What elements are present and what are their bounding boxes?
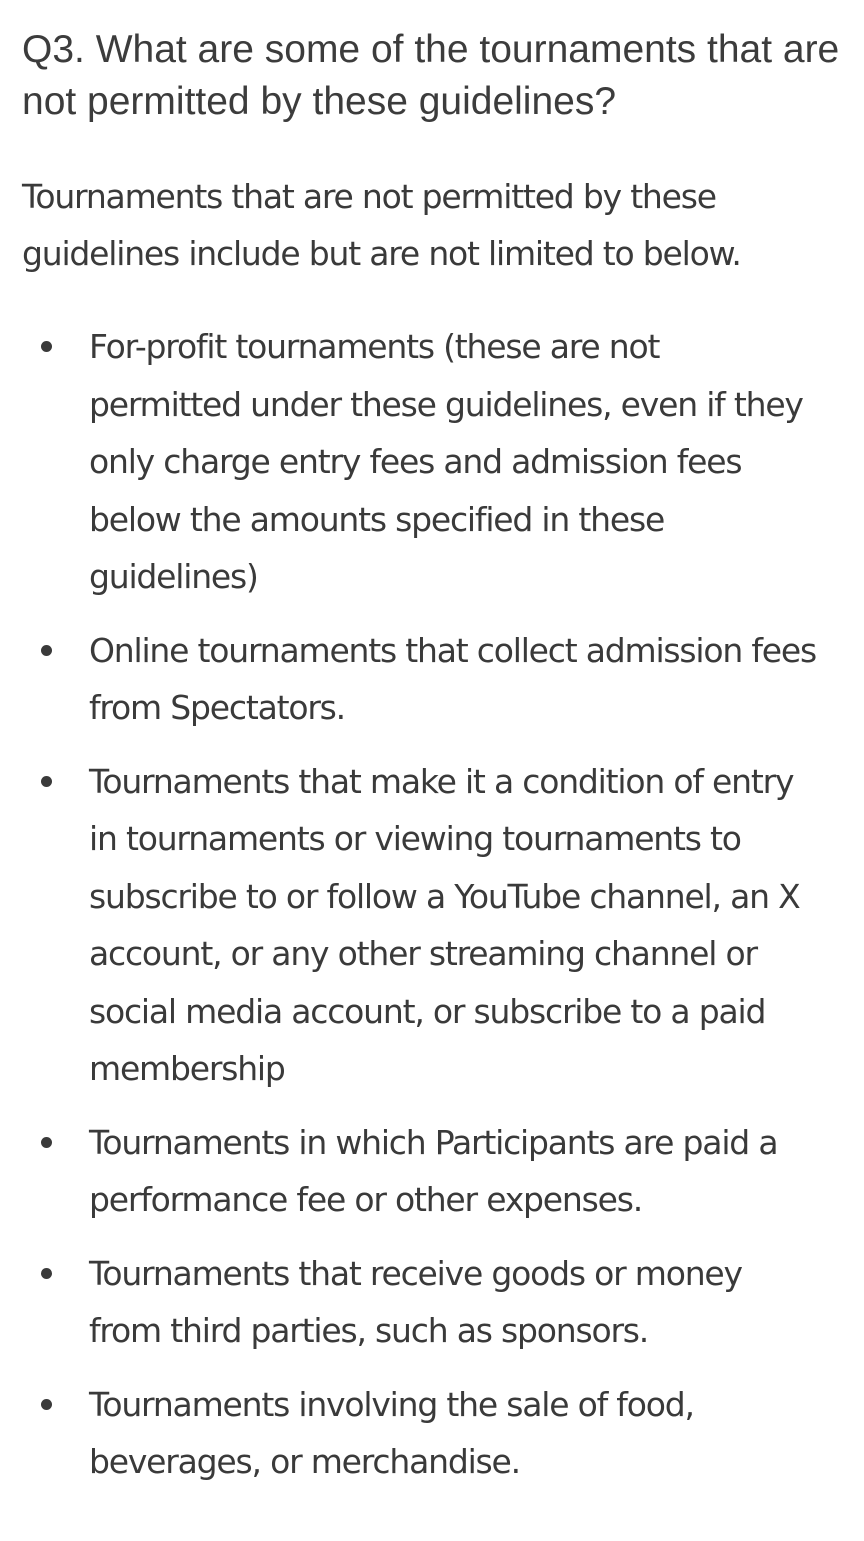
bullet-icon	[41, 1399, 52, 1410]
intro-paragraph: Tournaments that are not permitted by these guidelines include but are not limited to below.	[22, 177, 741, 273]
list-item-text: For-profit tournaments (these are not permitted under these guidelines, even if they only charge entry fees and admission fees below the amounts specified in these guidelines)	[89, 327, 803, 596]
bullet-icon	[41, 341, 52, 352]
list-item	[22, 1376, 819, 1491]
list-item	[22, 1114, 819, 1229]
list-item-text: Tournaments that receive goods or money from third parties, such as sponsors.	[89, 1253, 742, 1350]
bullet-icon	[41, 776, 52, 787]
list-item	[22, 1245, 819, 1360]
list-item-text: Tournaments involving the sale of food, beverages, or merchandise.	[89, 1384, 694, 1481]
list-item	[22, 622, 819, 737]
bullet-icon	[41, 645, 52, 656]
prohibited-tournaments-list	[22, 318, 864, 1491]
bullet-icon	[41, 1268, 52, 1279]
list-item-text: Tournaments in which Participants are paid a performance fee or other expenses.	[89, 1122, 778, 1219]
bullet-icon	[41, 1137, 52, 1148]
list-item	[22, 318, 819, 606]
list-item-text: Online tournaments that collect admission fees from Spectators.	[89, 630, 816, 727]
list-item-text: Tournaments that make it a condition of entry in tournaments or viewing tournaments to subscribe to or follow a YouTube channel, an X account, or any other streaming channel or social media account, or subscribe to a paid membership	[89, 761, 800, 1088]
list-item	[22, 753, 819, 1098]
question-heading: Q3. What are some of the tournaments that are not permitted by these guidelines?	[22, 28, 840, 123]
